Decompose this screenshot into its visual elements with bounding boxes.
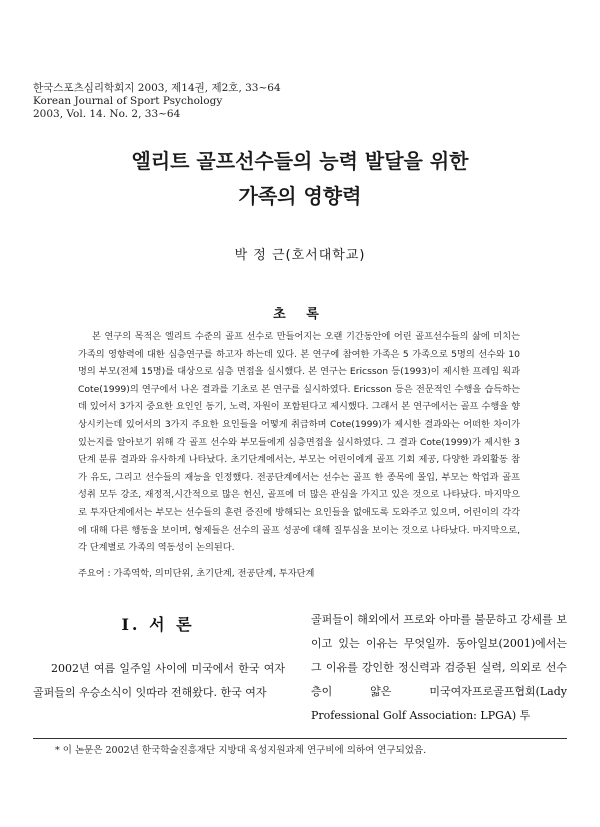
journal-info xyxy=(33,82,281,121)
paper-title-line1: 엘리트 골프선수들의 능력 발달을 위한 xyxy=(131,149,469,173)
footnote: * 이 논문은 2002년 한국학술진흥재단 지방대 육성지원과제 연구비에 의하여 연구되었음. xyxy=(55,745,427,756)
abstract-heading: 초 록 xyxy=(273,307,327,322)
intro-right-column: 골퍼들이 해외에서 프로와 아마를 불문하고 강세를 보이고 있는 이유는 무엇일까. 동아일보(2001)에서는 그 이유를 강인한 정신력과 검증된 실력, 의외로 선수 층이 얇은 미국여자프로골프협회(Lady Professional Golf Association: LPGA) 투 xyxy=(311,613,567,722)
section-heading-introduction: Ⅰ. 서 론 xyxy=(121,615,195,634)
journal-line-korean: 한국스포츠심리학회지 2003, 제14권, 제2호, 33~64 xyxy=(33,82,281,94)
footnote-divider xyxy=(33,738,567,739)
journal-line-english: Korean Journal of Sport Psychology xyxy=(33,95,223,107)
intro-left-column: 2002년 여름 일주일 사이에 미국에서 한국 여자 골퍼들의 우승소식이 잇따라 전해왔다. 한국 여자 xyxy=(33,662,285,699)
journal-line-volume: 2003, Vol. 14. No. 2, 33~64 xyxy=(33,108,181,120)
paper-title-line2: 가족의 영향력 xyxy=(238,184,362,208)
keywords: 주요어 : 가족역학, 의미단위, 초기단계, 전공단계, 투자단계 xyxy=(78,568,315,579)
abstract-text: 본 연구의 목적은 엘리트 수준의 골프 선수로 만들어지는 오랜 기간동안에 어린 골프선수들의 삶에 미치는 가족의 영향력에 대한 심층연구를 하고자 하는데 있다. 본 연구에 참여한 가족은 5 가족으로 5명의 선수와 10명의 부모(전체 15명)를 대상으로 심층 면접을 실시했다. 본 연구는 Ericsson 등(1993)이 제시한 프레임 웍과 Cote(1999)의 연구에서 나온 결과를 기초로 본 연구를 실시하였다. Ericsson 등은 전문적인 수행을 습득하는데 있어서 3가지 중요한 요인인 동기, 노력, 자원이 포함된다고 제시했다. 그래서 본 연구에서는 골프 수행을 향상시키는데 있어서의 3가지 주요한 요인들을 어떻게 취급하며 Cote(1999)가 제시한 결과와는 어떠한 차이가 있는지를 알아보기 위해 각 골프 선수와 부모들에게 심층면접을 실시하였다. 그 결과 Cote(1999)가 제시한 3단계 분류 결과와 유사하게 나타났다. 초기단계에서는, 부모는 어린이에게 골프 기회 제공, 다양한 과외활동 참가 유도, 그리고 선수들의 재능을 인정했다. 전공단계에서는 선수는 골프 한 종목에 몰입, 부모는 학업과 골프 성취 모두 강조, 재정적,시간적으로 많은 헌신, 골프에 더 많은 관심을 가지고 있은 것으로 나타났다. 마지막으로 투자단계에서는 부모는 선수들의 훈련 증진에 방해되는 요인들을 없애도록 도와주고 있으며, 어린이의 각각에 대해 다른 행동을 보이며, 형제들은 선수의 골프 성공에 대해 질투심을 보이는 것으로 나타났다. 마지막으로, 각 단계별로 가족의 역동성이 논의된다. xyxy=(78,331,520,554)
author-affiliation: 박 정 근(호서대학교) xyxy=(234,248,366,263)
